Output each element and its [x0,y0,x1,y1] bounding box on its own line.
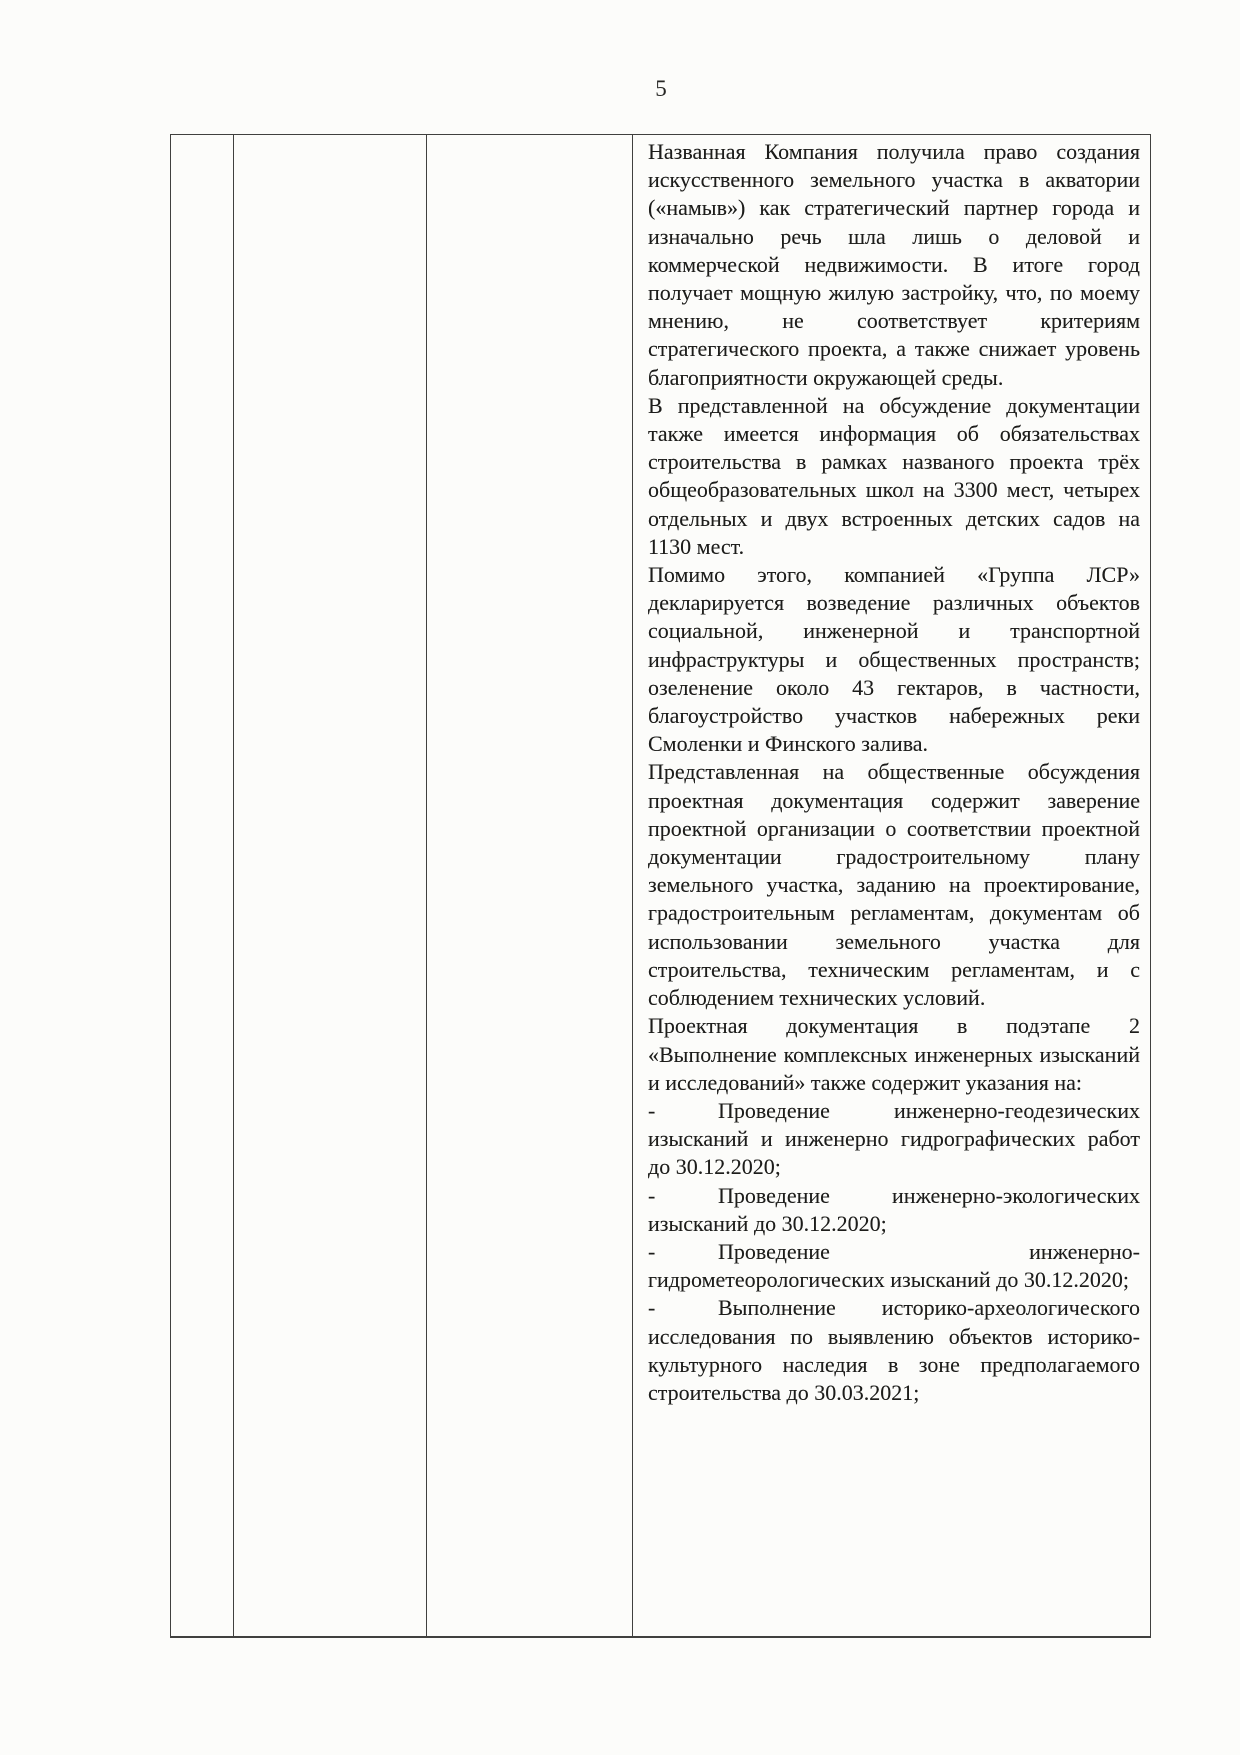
bullet-item-4 [648,1294,1140,1407]
bullet-dash: - [648,1097,656,1123]
opinion-text-cell [633,135,1150,1636]
bullet-item-3 [648,1238,1140,1294]
bullet-dash: - [648,1182,656,1208]
bullet-dash: - [648,1295,656,1321]
empty-cell-2 [234,135,427,1636]
bullet-text: Проведение инженерно-экологических изысканий до 30.12.2020; [648,1182,1140,1236]
page-number: 5 [655,76,667,101]
empty-cell-1 [171,135,234,1636]
bullet-item-2 [648,1182,1140,1238]
paragraph-4: Представленная на общественные обсуждения проектная документация содержит заверение проектной организации о соответствии проектной документации градостроительному плану земельного участка, заданию на проектирование, градостроительным регламентам, документам об использовании земельного участка для строительства, техническим регламентам, и с соблюдением технических условий. [648,759,1140,1011]
paragraph-5: Проектная документация в подэтапе 2 «Выполнение комплексных инженерных изысканий и исследований» также содержит указания на: [648,1013,1140,1095]
bullet-text: Выполнение историко-археологического исследования по выявлению объектов историко-культурного наследия в зоне предполагаемого строительства до 30.03.2021; [648,1295,1140,1405]
bullet-text: Проведение инженерно-геодезических изысканий и инженерно гидрографических работ до 30.12.2020; [648,1097,1140,1180]
content-table [170,134,1151,1638]
bullet-dash: - [648,1238,656,1264]
paragraph-1: Названная Компания получила право создания искусственного земельного участка в акватории («намыв») как стратегический партнер города и изначально речь шла лишь о деловой и коммерческой недвижимости. В итоге город получает мощную жилую застройку, что, по моему мнению, не соответствует критериям стратегического проекта, а также снижает уровень благоприятности окружающей среды. [648,139,1140,390]
paragraph-2: В представленной на обсуждение документации также имеется информация об обязательствах строительства в рамках названого проекта трёх общеобразовательных школ на 3300 мест, четырех отдельных и двух встроенных детских садов на 1130 мест. [648,392,1140,559]
empty-cell-3 [427,135,633,1636]
paragraph-3: Помимо этого, компанией «Группа ЛСР» декларируется возведение различных объектов социальной, инженерной и транспортной инфраструктуры и общественных пространств; озеленение около 43 гектаров, в частности, благоустройство участков набережных реки Смоленки и Финского залива. [648,562,1140,757]
bullet-item-1 [648,1097,1140,1182]
bullet-text: Проведение инженерно-гидрометеорологических изысканий до 30.12.2020; [648,1238,1140,1293]
